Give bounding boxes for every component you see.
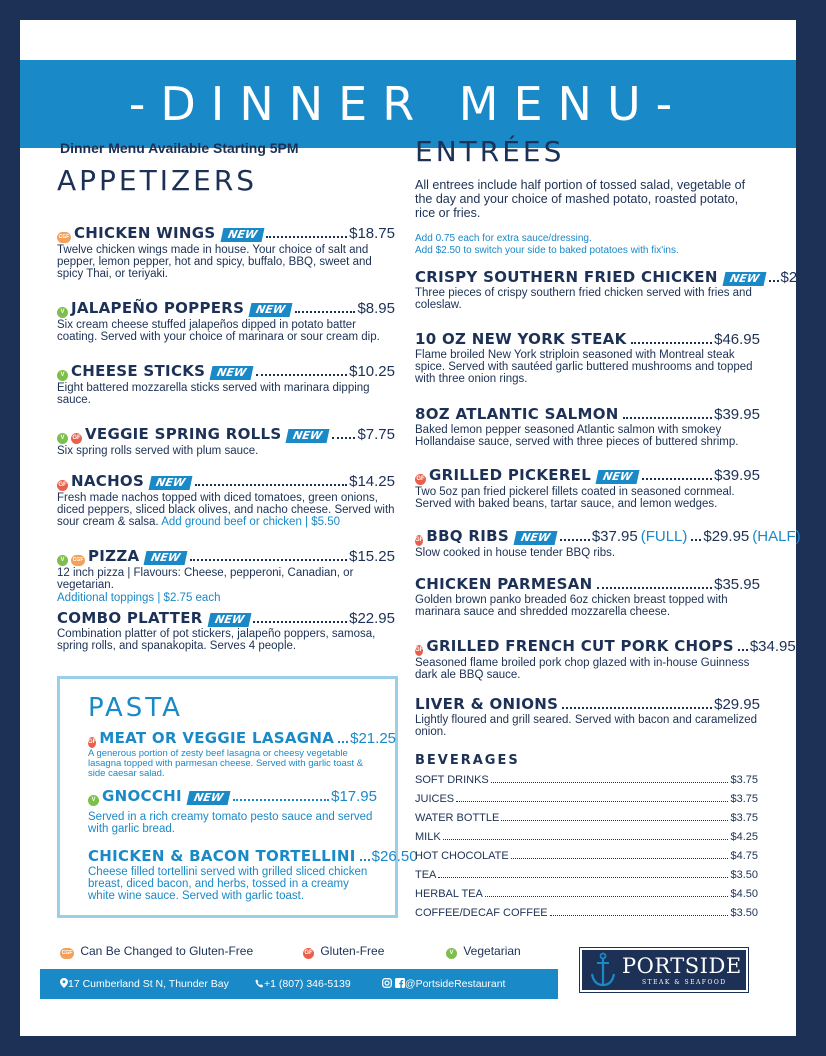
dot-leader: [623, 417, 712, 419]
address-text: 17 Cumberland St N, Thunder Bay: [68, 978, 229, 990]
item-price-full: $37.95: [591, 528, 638, 545]
item-price: $10.25: [349, 363, 395, 380]
beverage-price: $4.75: [730, 850, 758, 862]
beverage-price: $3.75: [730, 793, 758, 805]
price-full-label: (FULL): [640, 528, 688, 545]
dot-leader: [253, 621, 347, 623]
item-price: $26.50: [371, 848, 418, 865]
menu-item-chicken-wings: [57, 224, 395, 280]
beverage-name: COFFEE/DECAF COFFEE: [415, 907, 548, 919]
new-tag: NEW: [220, 228, 264, 242]
gluten-free-badge-icon: GF: [415, 474, 426, 485]
dot-leader: [597, 587, 713, 589]
item-name: CHEESE STICKS: [71, 362, 206, 380]
menu-item-veggie-spring-rolls: [57, 425, 395, 457]
gluten-free-badge-icon: GF: [71, 433, 82, 444]
item-addon-note: Add ground beef or chicken | $5.50: [161, 516, 340, 528]
dot-leader: [501, 820, 728, 821]
beverage-row: [415, 771, 758, 790]
menu-item-pork-chops: [415, 637, 796, 681]
beverage-row: [415, 809, 758, 828]
dot-leader: [233, 799, 329, 801]
item-addon-note: Additional toppings | $2.75 each: [57, 592, 221, 604]
new-tag: NEW: [210, 366, 254, 380]
item-description: Eight battered mozzarella sticks served with marinara dipping sauce.: [57, 382, 370, 406]
item-description: Slow cooked in house tender BBQ ribs.: [415, 547, 616, 559]
availability-note: Dinner Menu Available Starting 5PM: [60, 140, 299, 156]
beverage-price: $3.50: [730, 869, 758, 881]
menu-item-cheese-sticks: [57, 362, 395, 406]
item-description: Six spring rolls served with plum sauce.: [57, 445, 259, 457]
dot-leader: [295, 311, 355, 313]
beverage-name: HOT CHOCOLATE: [415, 850, 509, 862]
dot-leader: [456, 801, 728, 802]
gluten-free-badge-icon: GF: [57, 480, 68, 491]
item-price: $7.75: [357, 426, 395, 443]
dot-leader: [769, 280, 779, 282]
dot-leader: [256, 374, 347, 376]
item-price: $23.95: [780, 269, 826, 286]
item-name: LIVER & ONIONS: [415, 695, 559, 713]
item-name: GNOCCHI: [102, 787, 182, 805]
item-name: CHICKEN PARMESAN: [415, 575, 593, 593]
item-description: 12 inch pizza | Flavours: Cheese, pepperoni, Canadian, or vegetarian.: [57, 567, 354, 591]
menu-title: -DINNER MENU-: [128, 77, 688, 131]
item-description: Cheese filled tortellini served with grilled sliced chicken breast, diced bacon, and herbs, tossed in a creamy white wine sauce. Served with garlic toast.: [88, 866, 368, 902]
vegetarian-badge-icon: V: [57, 307, 68, 318]
menu-item-combo-platter: [57, 609, 395, 652]
menu-item-liver-onions: [415, 695, 760, 738]
menu-item-lasagna: [88, 729, 397, 779]
menu-item-nachos: [57, 472, 395, 528]
item-name: 10 OZ NEW YORK STEAK: [415, 330, 627, 348]
item-price-half: $29.95: [703, 528, 750, 545]
item-description: Fresh made nachos topped with diced tomatoes, green onions, diced peppers, sliced black olives, and nacho cheese. Served with sour cream & salsa.: [57, 492, 395, 528]
beverage-name: JUICES: [415, 793, 455, 805]
side-note: Add $2.50 to switch your side to baked potatoes with fix'ins.: [415, 245, 679, 256]
phone-text: +1 (807) 346-5139: [264, 978, 351, 990]
dot-leader: [438, 877, 728, 878]
item-name: JALAPEÑO POPPERS: [71, 299, 245, 317]
entrees-intro: All entrees include half portion of tossed salad, vegetable of the day and your choice of mashed potato, roasted potato, rice or fries.: [415, 178, 746, 220]
item-price: $39.95: [714, 467, 760, 484]
item-description: Lightly floured and grill seared. Served with bacon and caramelized onion.: [415, 714, 758, 738]
item-price: $39.95: [714, 406, 760, 423]
beverage-price: $4.25: [730, 831, 758, 843]
beverage-name: HERBAL TEA: [415, 888, 483, 900]
dot-leader: [443, 839, 729, 840]
item-name: CRISPY SOUTHERN FRIED CHICKEN: [415, 268, 718, 286]
logo-tagline: STEAK & SEAFOOD: [642, 979, 727, 986]
item-price: $46.95: [714, 331, 760, 348]
item-description: A generous portion of zesty beef lasagna or cheesy vegetable lasagna topped with parmesan cheese. Served with garlic toast & side caesar salad.: [88, 748, 364, 779]
beverage-price: $4.50: [730, 888, 758, 900]
menu-item-ny-steak: [415, 330, 760, 385]
menu-item-fried-chicken: [415, 268, 826, 311]
anchor-icon: [590, 952, 616, 988]
phone: [255, 969, 351, 999]
item-description: Three pieces of crispy southern fried chicken served with fries and coleslaw.: [415, 287, 752, 311]
beverage-name: SOFT DRINKS: [415, 774, 489, 786]
menu-item-gnocchi: [88, 787, 377, 835]
appetizers-heading: APPETIZERS: [57, 164, 258, 197]
gluten-free-badge-icon: GF: [415, 535, 423, 546]
item-name: NACHOS: [71, 472, 145, 490]
dot-leader: [562, 707, 712, 709]
menu-item-bbq-ribs: [415, 527, 801, 559]
new-tag: NEW: [249, 303, 293, 317]
new-tag: NEW: [186, 791, 230, 805]
cgf-badge-icon: CGF: [60, 948, 74, 959]
item-name: MEAT OR VEGGIE LASAGNA: [99, 729, 335, 747]
item-price: $29.95: [714, 696, 760, 713]
item-name: BBQ RIBS: [426, 527, 509, 545]
new-tag: NEW: [144, 551, 188, 565]
gluten-free-badge-icon: GF: [303, 948, 314, 959]
dot-leader: [631, 342, 713, 344]
address: [60, 969, 229, 999]
logo-wordmark: PORTSIDE: [622, 954, 742, 978]
item-name: CHICKEN & BACON TORTELLINI: [88, 847, 356, 865]
menu-page: [20, 20, 826, 1036]
beverage-row: [415, 866, 758, 885]
vegetarian-badge-icon: V: [88, 795, 99, 806]
vegetarian-badge-icon: V: [57, 433, 68, 444]
beverage-row: [415, 790, 758, 809]
beverage-name: MILK: [415, 831, 441, 843]
new-tag: NEW: [513, 531, 557, 545]
dot-leader: [491, 782, 729, 783]
dot-leader: [642, 478, 712, 480]
dot-leader: [332, 437, 355, 439]
dot-leader: [485, 896, 729, 897]
cgf-badge-icon: CGF: [71, 555, 85, 566]
portside-logo: [580, 948, 748, 992]
dot-leader: [560, 539, 590, 541]
dot-leader: [360, 859, 370, 861]
legend-cgf: [60, 944, 253, 959]
title-banner: [20, 60, 796, 148]
item-name: PIZZA: [88, 547, 140, 565]
entrees-heading: ENTRÉES: [415, 135, 565, 168]
dot-leader: [338, 741, 348, 743]
item-price: $21.25: [350, 730, 397, 747]
dot-leader: [691, 539, 701, 541]
beverage-name: WATER BOTTLE: [415, 812, 500, 824]
item-description: Served in a rich creamy tomato pesto sauce and served with garlic bread.: [88, 811, 373, 835]
beverage-row: [415, 847, 758, 866]
dot-leader: [550, 915, 729, 916]
beverage-list: [415, 771, 758, 923]
dot-leader: [738, 649, 748, 651]
dot-leader: [190, 559, 347, 561]
new-tag: NEW: [286, 429, 330, 443]
dot-leader: [511, 858, 729, 859]
location-pin-icon: [60, 978, 68, 988]
beverage-row: [415, 885, 758, 904]
menu-item-pickerel: [415, 466, 760, 510]
item-price: $17.95: [331, 788, 377, 805]
item-description: Seasoned flame broiled pork chop glazed with in-house Guinness dark ale BBQ sauce.: [415, 657, 750, 681]
pasta-heading: PASTA: [88, 693, 183, 723]
item-description: Flame broiled New York striploin seasoned with Montreal steak spice. Served with sautéed garlic buttered mushrooms and topped with three onion rings.: [415, 349, 753, 385]
cgf-badge-icon: CGF: [57, 232, 71, 243]
social-handle: @PortsideRestaurant: [404, 978, 506, 990]
beverage-row: [415, 828, 758, 847]
beverage-price: $3.75: [730, 812, 758, 824]
new-tag: NEW: [149, 476, 193, 490]
item-name: 8OZ ATLANTIC SALMON: [415, 405, 619, 423]
menu-item-jalapeno-poppers: [57, 299, 395, 343]
beverage-row: [415, 904, 758, 923]
vegetarian-badge-icon: V: [446, 948, 457, 959]
beverage-price: $3.75: [730, 774, 758, 786]
phone-icon: [255, 979, 264, 988]
item-description: Twelve chicken wings made in house. Your choice of salt and pepper, lemon pepper, hot and spicy, buffalo, BBQ, sweet and spicy Thai, or teriyaki.: [57, 244, 372, 280]
item-description: Six cream cheese stuffed jalapeños dipped in potato batter coating. Served with your choice of marinara or sour cream dip.: [57, 319, 380, 343]
gluten-free-badge-icon: GF: [88, 737, 96, 748]
price-half-label: (HALF): [752, 528, 801, 545]
menu-item-pizza: [57, 547, 395, 604]
beverage-price: $3.50: [730, 907, 758, 919]
item-name: GRILLED PICKEREL: [429, 466, 592, 484]
legend-gf: [303, 944, 384, 959]
new-tag: NEW: [596, 470, 640, 484]
legend-vegetarian: [446, 944, 521, 959]
contact-bar: [40, 969, 558, 999]
item-price: $35.95: [714, 576, 760, 593]
item-name: GRILLED FRENCH CUT PORK CHOPS: [426, 637, 734, 655]
gluten-free-badge-icon: GF: [415, 645, 423, 656]
new-tag: NEW: [207, 613, 251, 627]
item-price: $8.95: [357, 300, 395, 317]
social: [382, 969, 506, 999]
beverages-heading: BEVERAGES: [415, 753, 520, 768]
vegetarian-badge-icon: V: [57, 370, 68, 381]
item-price: $18.75: [349, 225, 395, 242]
item-description: Two 5oz pan fried pickerel fillets coated in seasoned cornmeal. Served with baked beans, tartar sauce, and lemon wedges.: [415, 486, 735, 510]
item-price: $15.25: [349, 548, 395, 565]
item-price: $22.95: [349, 610, 395, 627]
item-description: Golden brown panko breaded 6oz chicken breast topped with marinara sauce and shredded mozzarella cheese.: [415, 594, 728, 618]
legend-gf-label: Gluten-Free: [320, 944, 385, 958]
menu-item-salmon: [415, 405, 760, 448]
pasta-section: [57, 676, 418, 918]
vegetarian-badge-icon: V: [57, 555, 68, 566]
item-name: CHICKEN WINGS: [74, 224, 216, 242]
dot-leader: [195, 484, 347, 486]
dot-leader: [266, 236, 347, 238]
menu-item-chicken-parmesan: [415, 575, 760, 618]
item-description: Combination platter of pot stickers, jalapeño poppers, samosa, spring rolls, and spanakopita. Serves 4 people.: [57, 628, 376, 652]
beverage-name: TEA: [415, 869, 437, 881]
instagram-icon: [382, 978, 392, 988]
sauce-note: Add 0.75 each for extra sauce/dressing.: [415, 233, 592, 244]
item-price: $14.25: [349, 473, 395, 490]
new-tag: NEW: [722, 272, 766, 286]
facebook-icon: [395, 978, 405, 988]
legend-cgf-label: Can Be Changed to Gluten-Free: [80, 944, 254, 958]
item-price: $34.95: [749, 638, 796, 655]
item-description: Baked lemon pepper seasoned Atlantic salmon with smokey Hollandaise sauce, served with three pieces of buttered shrimp.: [415, 424, 739, 448]
menu-item-tortellini: [88, 847, 418, 902]
item-name: COMBO PLATTER: [57, 609, 203, 627]
legend-vegetarian-label: Vegetarian: [463, 944, 521, 958]
item-name: VEGGIE SPRING ROLLS: [85, 425, 282, 443]
